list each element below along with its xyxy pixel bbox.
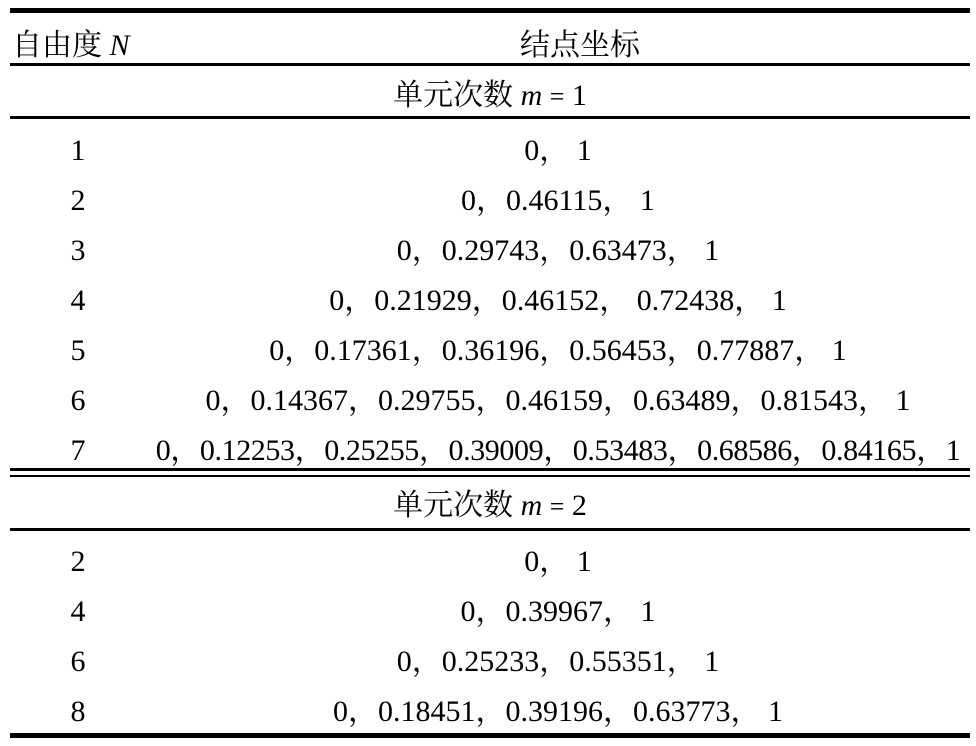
row-coordinates: 0， 1 [524, 134, 592, 167]
section-equals: = [549, 492, 565, 521]
row-coordinates: 0，0.12253，0.25255，0.39009，0.53483，0.68586，0.84165，1 [155, 434, 961, 467]
row-dof: 3 [70, 234, 86, 267]
section-divider-rule-lower [10, 475, 970, 477]
row-coordinates: 0，0.25233，0.55351， 1 [396, 645, 720, 678]
section-2-rule [10, 528, 970, 531]
row-dof: 6 [70, 384, 86, 417]
section-label: 单元次数 [393, 489, 514, 522]
section-title-m1 [10, 78, 970, 115]
row-dof: 8 [70, 695, 86, 728]
row-dof: 2 [70, 545, 86, 578]
row-coordinates: 0，0.39967， 1 [460, 595, 656, 628]
section-divider-rule-upper [10, 468, 970, 471]
row-coordinates: 0，0.46115， 1 [461, 184, 655, 217]
row-dof: 1 [70, 134, 86, 167]
row-dof: 7 [70, 434, 86, 467]
row-dof: 4 [70, 595, 86, 628]
section-value: 2 [571, 489, 587, 522]
row-dof: 6 [70, 645, 86, 678]
header-dof [12, 28, 130, 64]
header-rule [10, 63, 970, 66]
section-1-rule [10, 116, 970, 119]
header-dof-symbol: N [109, 29, 130, 62]
header-dof-label: 自由度 [12, 29, 102, 62]
row-dof: 4 [70, 284, 86, 317]
section-symbol: m [520, 489, 543, 522]
row-coordinates: 0，0.14367，0.29755，0.46159，0.63489，0.81543， 1 [205, 384, 911, 417]
row-coordinates: 0，0.18451，0.39196，0.63773， 1 [333, 695, 783, 728]
section-equals: = [549, 82, 565, 111]
section-value: 1 [571, 79, 587, 112]
row-coordinates: 0，0.21929，0.46152， 0.72438， 1 [329, 284, 787, 317]
top-rule [10, 8, 970, 13]
row-dof: 5 [70, 334, 86, 367]
row-coordinates: 0，0.29743，0.63473， 1 [396, 234, 720, 267]
row-coordinates: 0， 1 [524, 545, 592, 578]
header-node-coordinates: 结点坐标 [520, 29, 640, 62]
row-coordinates: 0，0.17361，0.36196，0.56453，0.77887， 1 [269, 334, 847, 367]
section-title-m2 [10, 488, 970, 525]
row-dof: 2 [70, 184, 86, 217]
bottom-rule [10, 733, 970, 738]
section-label: 单元次数 [393, 79, 514, 112]
section-symbol: m [520, 79, 543, 112]
